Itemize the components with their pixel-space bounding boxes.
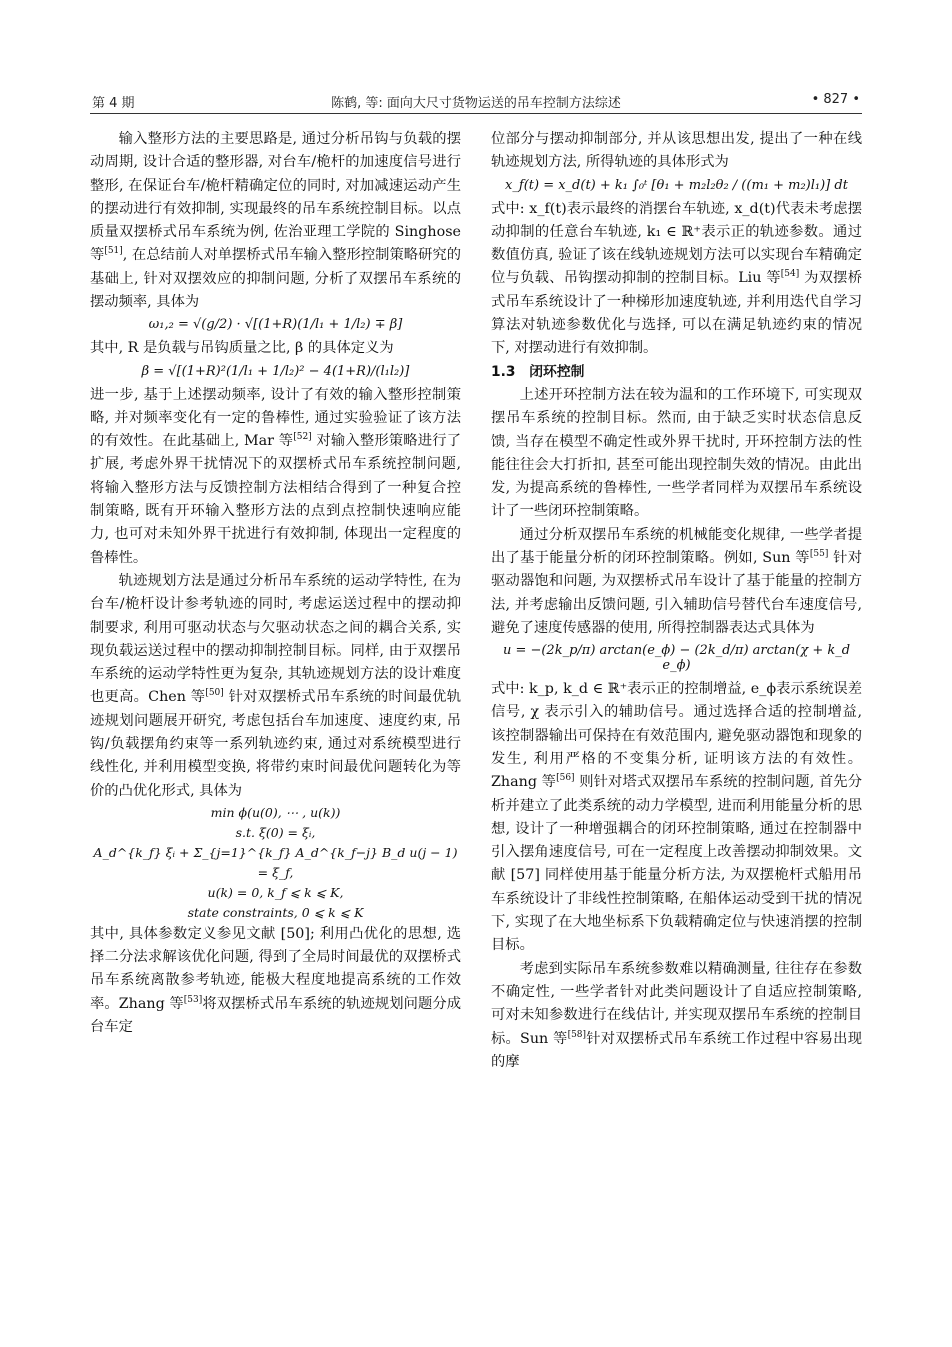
citation: [54] [780, 269, 800, 280]
citation: [58] [567, 1029, 587, 1040]
paragraph-online-trajectory: 位部分与摆动抑制部分, 并从该思想出发, 提出了一种在线轨迹规划方法, 所得轨迹的具体形式为 [491, 131, 862, 171]
opt-line: s.t. ξ(0) = ξᵢ, [235, 824, 316, 840]
paragraph-controller-params: 式中: k_p, k_d ∈ ℝ⁺表示正的控制增益, e_ϕ表示系统误差信号, χ 表示引入的辅助信号。通过选择合适的控制增益, 该控制器输出可保持在有效范围内, 避免驱动器饱和现象的发生, 利用严格的不变集分析, 证明该方法的有效性。Zhang 等[56] 则针对塔式双摆吊车系统的控制问题, 首先分析并建立了此类系统的动力学模型, 进而利用能量分析的思想, 设计了一种增强耦合的闭环控制策略, 通过在控制器中引入摆角速度信号, 可在一定程度上改善摆动抑制效果。文献 [57] 同样使用基于能量分析方法, 为双摆桅杆式船用吊车系统设计了非线性控制策略, 在船体运动受到干扰的情况下, 实现了在大地坐标系下负载精确定位与快速消摆的控制目标。 [491, 681, 862, 954]
paragraph-where-r: 其中, R 是负载与吊钩质量之比, β 的具体定义为 [90, 340, 394, 357]
opt-line: state constraints, 0 ⩽ k ⩽ K [187, 904, 364, 920]
optimization-problem [90, 803, 461, 923]
equation-controller: u = −(2k_p/π) arctan(e_ϕ) − (2k_d/π) arctan(χ + k_d e_ϕ) [502, 643, 851, 674]
paragraph-energy: 通过分析双摆吊车系统的机械能变化规律, 一些学者提出了基于能量分析的闭环控制策略。例如, Sun 等[55] 针对驱动器饱和问题, 为双摆桥式吊车设计了基于能量的控制方法, 并考虑输出反馈问题, 引入辅助信号替代台车速度信号, 避免了速度传感器的使用, 所得控制器表达式具体为 [491, 526, 863, 636]
citation: [56] [556, 773, 575, 784]
paragraph-trajectory-params: 式中: x_f(t)表示最终的消摆台车轨迹, x_d(t)代表未考虑摆动抑制的任意台车轨迹, k₁ ∈ ℝ⁺表示正的轨迹参数。通过数值仿真, 验证了该在线轨迹规划方法可以实现台车精确定位与负载、吊钩摆动抑制的控制目标。Liu 等[54] 为双摆桥式吊车系统设计了一种梯形加速度轨迹, 并利用迭代自学习算法对轨迹参数优化与选择, 可以在满足轨迹约束的情况下, 对摆动进行有效抑制。 [491, 200, 862, 357]
citation: [50] [205, 688, 224, 699]
opt-line: min ϕ(u(0), ⋯ , u(k)) [210, 804, 341, 820]
equation-frequency: ω₁,₂ = √(g/2) · √[(1+R)(1/l₁ + 1/l₂) ∓ β] [148, 317, 403, 333]
paragraph-input-shaping: 输入整形方法的主要思路是, 通过分析吊钩与负载的摆动周期, 设计合适的整形器, 对台车/桅杆的加速度信号进行整形, 在保证台车/桅杆精确定位的同时, 对加减速运动产生的摆动进行有效抑制, 实现最终的吊车系统控制目标。以点质量双摆桥式吊车系统为例, 佐治亚理工学院的 Singhose 等[51], 在总结前人对单摆桥式吊车输入整形控制策略研究的基础上, 针对双摆效应的抑制问题, 分析了双摆吊车系统的摆动频率, 具体为 [90, 131, 461, 311]
paragraph-robust: 进一步, 基于上述摆动频率, 设计了有效的输入整形控制策略, 并对频率变化有一定的鲁棒性, 通过实验验证了该方法的有效性。在此基础上, Mar 等[52] 对输入整形策略进行了扩展, 考虑外界干扰情况下的双摆桥式吊车系统控制问题, 将输入整形方法与反馈控制方法相结合得到了一种复合控制策略, 既有开环输入整形方法的点到点控制快速响应能力, 也可对未知外界干扰进行有效抑制, 体现出一定程度的鲁棒性。 [90, 386, 461, 566]
section-title-closed-loop: 1.3 闭环控制 [491, 363, 585, 380]
right-column [491, 128, 862, 1074]
paragraph-closed-loop: 上述开环控制方法在较为温和的工作环境下, 可实现双摆吊车系统的控制目标。然而, 由于缺乏实时状态信息反馈, 当存在模型不确定性或外界干扰时, 开环控制方法的性能往往会大打折扣, 甚至可能出现控制失效的情况。由此出发, 为提高系统的鲁棒性, 一些学者同样为双摆吊车系统设计了一些闭环控制策略。 [491, 386, 862, 520]
equation-trajectory: x_f(t) = x_d(t) + k₁ ∫₀ᵗ [θ₁ + m₂l₂θ₂ / ((m₁ + m₂)l₁)] dt [505, 177, 848, 193]
equation-beta: β = √[(1+R)²(1/l₁ + 1/l₂)² − 4(1+R)/(l₁l₂)] [141, 363, 410, 379]
paragraph-adaptive: 考虑到实际吊车系统参数难以精确测量, 往往存在参数不确定性, 一些学者针对此类问题设计了自适应控制策略, 可对未知参数进行在线估计, 并实现双摆吊车系统的控制目标。Sun 等[58]针对双摆桥式吊车系统工作过程中容易出现的摩 [491, 960, 862, 1070]
citation: [52] [293, 432, 312, 443]
issue-number: 第 4 期 [92, 96, 135, 111]
opt-line: A_d^{k_f} ξᵢ + Σ_{j=1}^{k_f} A_d^{k_f−j} B_d u(j − 1) = ξ_f, [93, 844, 458, 880]
header-rule [90, 113, 862, 114]
left-column [90, 128, 461, 1039]
citation: [51] [104, 246, 123, 257]
page-number: • 827 • [811, 92, 860, 107]
opt-line: u(k) = 0, k_f ⩽ k ⩽ K, [207, 884, 344, 900]
citation: [53] [183, 995, 203, 1006]
paragraph-convex: 其中, 具体参数定义参见文献 [50]; 利用凸优化的思想, 选择二分法求解该优化问题, 得到了全局时间最优的双摆桥式吊车系统离散参考轨迹, 能极大程度地提高系统的工作效率。Zhang 等[53]将双摆桥式吊车系统的轨迹规划问题分成台车定 [90, 925, 462, 1036]
paragraph-trajectory: 轨迹规划方法是通过分析吊车系统的运动学特性, 在为台车/桅杆设计参考轨迹的同时, 考虑运送过程中的摆动抑制要求, 利用可驱动状态与欠驱动状态之间的耦合关系, 实现负载运送过程中的摆动抑制控制目标。同样, 由于双摆吊车系统的运动学特性更为复杂, 其轨迹规划方法的设计难度也更高。Chen 等[50] 针对双摆桥式吊车系统的时间最优轨迹规划问题展开研究, 考虑包括台车加速度、速度约束, 吊钩/负载摆角约束等一系列轨迹约束, 通过对系统模型进行线性化, 并利用模型变换, 将带约束时间最优问题转化为等价的凸优化形式, 具体为 [90, 572, 461, 799]
citation: [55] [809, 549, 829, 560]
running-title: 陈鹤, 等: 面向大尺寸货物运送的吊车控制方法综述 [331, 96, 621, 111]
